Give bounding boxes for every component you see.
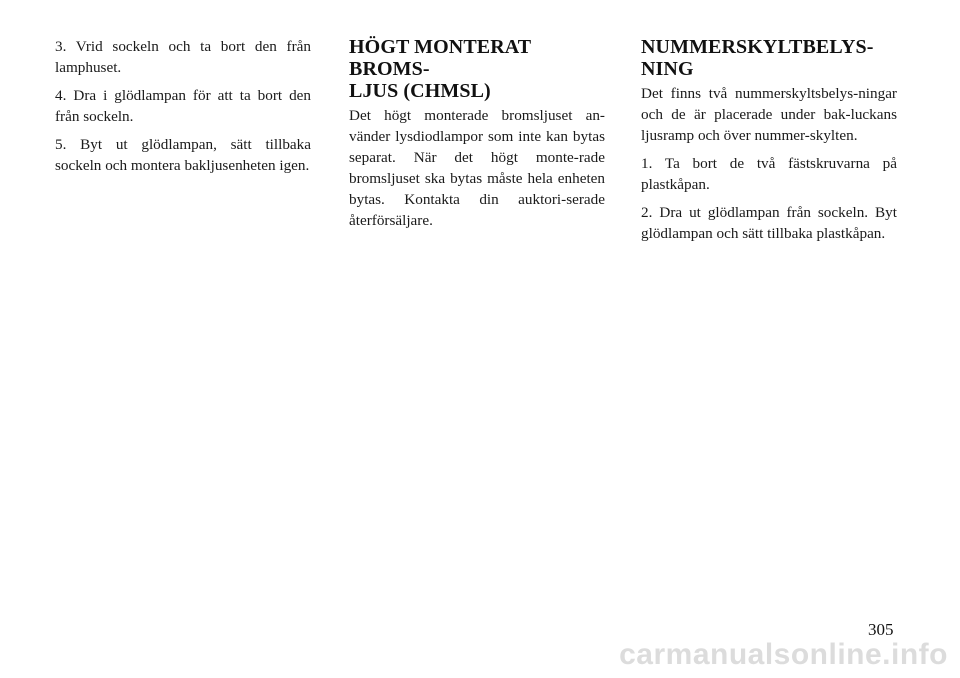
step-4-paragraph: 4. Dra i glödlampan för att ta bort den från sockeln.	[55, 87, 311, 125]
left-column	[55, 36, 311, 183]
step-5-paragraph: 5. Byt ut glödlampan, sätt tillbaka sockeln och montera bakljusenheten igen.	[55, 136, 311, 174]
chmsl-paragraph: Det högt monterade bromsljuset an-vänder lysdiodlampor som inte kan bytas separat. När det högt monte-rade bromsljuset ska bytas måste hela enheten bytas. Kontakta din auktori-serade återförsäljare.	[349, 107, 605, 229]
chmsl-heading: HÖGT MONTERAT BROMS- LJUS (CHMSL)	[349, 36, 531, 102]
watermark-text: carmanualsonline.info	[619, 638, 948, 671]
right-column	[641, 36, 897, 251]
step-3-paragraph: 3. Vrid sockeln och ta bort den från lamphuset.	[55, 38, 311, 76]
page-number: 305	[868, 620, 894, 639]
middle-column	[349, 36, 605, 238]
license-light-intro-paragraph: Det finns två nummerskyltsbelys-ningar och de är placerade under bak-luckans ljusramp och över nummer-skylten.	[641, 85, 897, 144]
license-step-1-paragraph: 1. Ta bort de två fästskruvarna på plastkåpan.	[641, 155, 897, 193]
license-light-heading: NUMMERSKYLTBELYS- NING	[641, 36, 874, 80]
license-step-2-paragraph: 2. Dra ut glödlampan från sockeln. Byt glödlampan och sätt tillbaka plastkåpan.	[641, 204, 897, 242]
